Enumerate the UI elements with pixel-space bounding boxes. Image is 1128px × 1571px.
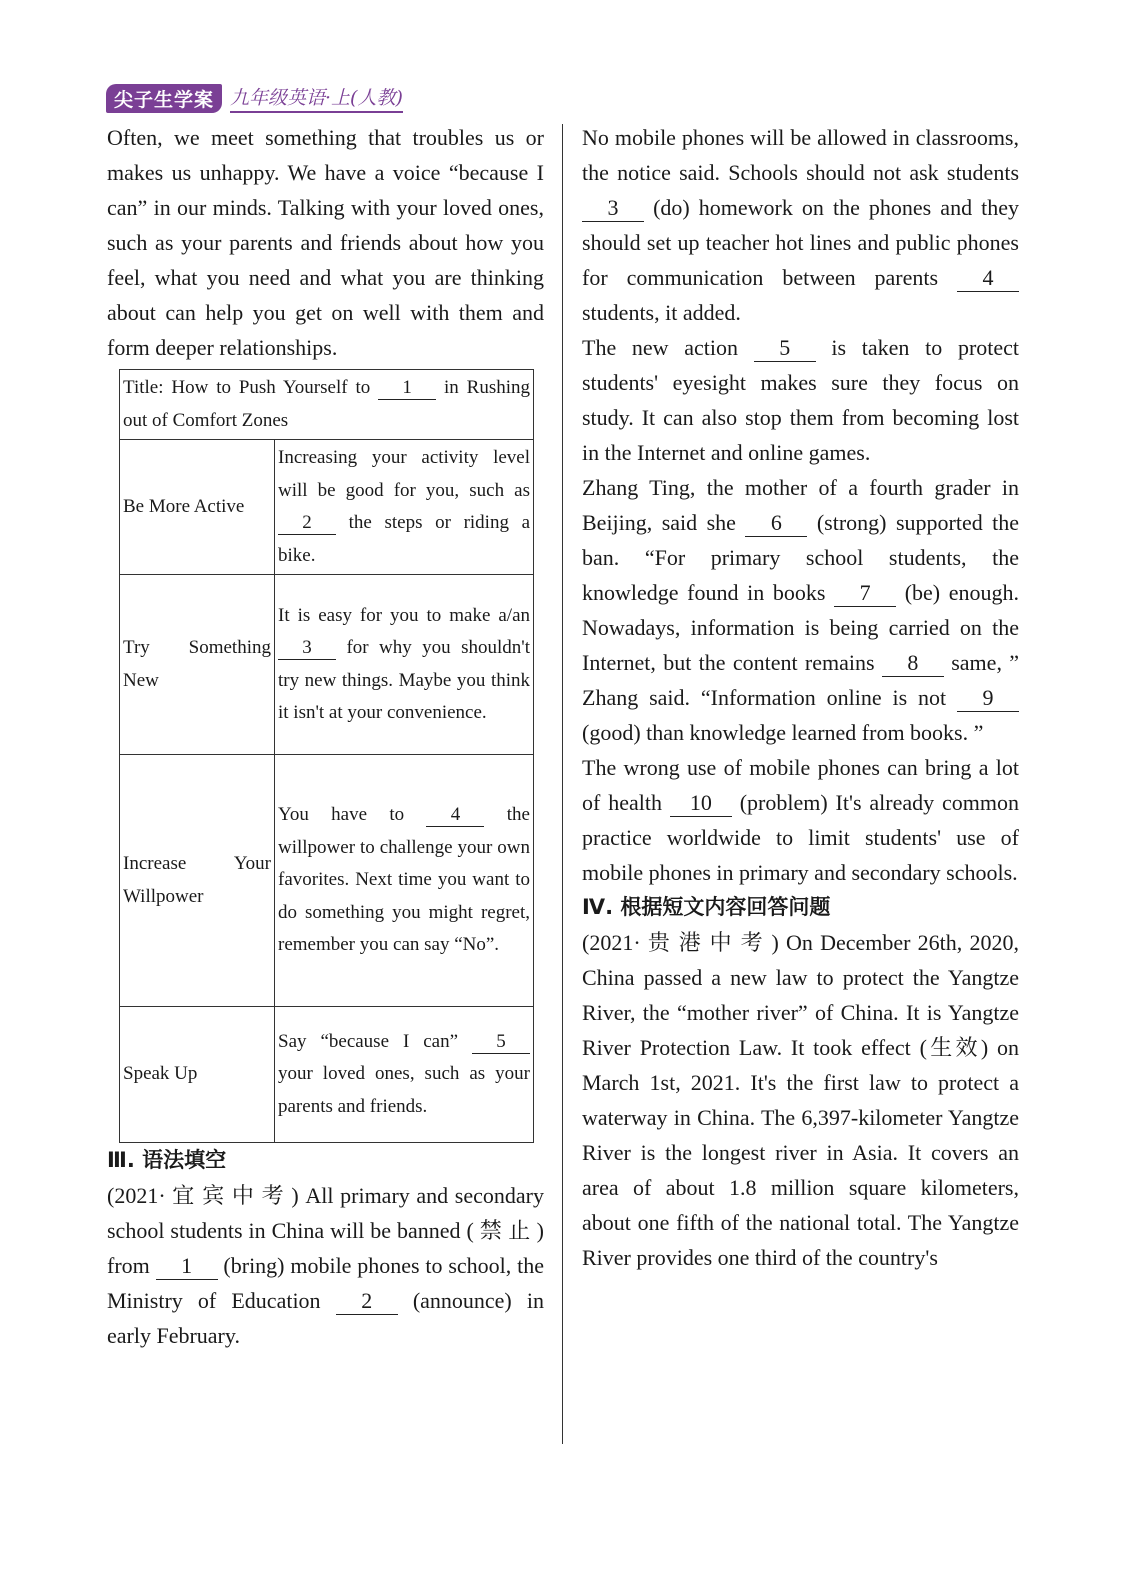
row-heading: Be More Active	[120, 440, 275, 575]
reading-paragraph: (2021· 贵 港 中 考 ) On December 26th, 2020, China passed a new law to protect the Yangtze River, the “mother river” of China. It is Yangtze River Protection Law. It took effect (生效) on March 1st, 2021. It's the first law to protect a waterway in China. The 6,397-kilometer Yangtze River is the longest river in Asia. It covers an area of about 1.8 million square kilometers, about one fifth of the national total. The Yangtze River provides one third of the country's	[582, 930, 1019, 1270]
grammar-blank-1[interactable]: 1	[156, 1253, 218, 1280]
grammar-blank-9[interactable]: 9	[957, 685, 1019, 712]
grammar-blank-10[interactable]: 10	[670, 790, 732, 817]
grammar-blank-6[interactable]: 6	[745, 510, 807, 537]
row-heading: Try Something New	[120, 575, 275, 755]
right-column	[582, 120, 1019, 1275]
row-content: It is easy for you to make a/an 3 for why you shouldn't try new things. Maybe you think it isn't at your convenience.	[275, 575, 534, 755]
row-content: You have to 4 the willpower to challenge your own favorites. Next time you want to do something you might regret, remember you can say “No”.	[275, 755, 534, 1007]
section-3-heading: Ⅲ. 语法填空	[107, 1148, 227, 1172]
table-title-row	[120, 370, 534, 440]
table-row	[120, 575, 534, 755]
outline-table	[119, 369, 534, 1143]
grammar-blank-3[interactable]: 3	[582, 195, 644, 222]
grammar-paragraph-1: (2021· 宜 宾 中 考 ) All primary and secondary school students in China will be banned ( 禁 止 ) from 1 (bring) mobile phones to school, the Ministry of Education 2 (announce) in early February.	[107, 1183, 544, 1348]
table-title-cell: Title: How to Push Yourself to 1 in Rushing out of Comfort Zones	[120, 370, 534, 440]
grammar-blank-5[interactable]: 5	[754, 335, 816, 362]
column-divider	[562, 124, 563, 1444]
grammar-paragraph-5: The wrong use of mobile phones can bring a lot of health 10 (problem) It's already common practice worldwide to limit students' use of mobile phones in primary and secondary schools.	[582, 755, 1019, 885]
grammar-blank-7[interactable]: 7	[834, 580, 896, 607]
blank-4[interactable]: 4	[426, 804, 484, 827]
left-column	[107, 120, 544, 1353]
brand-logo: 尖子生学案	[106, 84, 222, 113]
intro-paragraph: Often, we meet something that troubles us or makes us unhappy. We have a voice “because I can” in our minds. Talking with your loved ones, such as your parents and friends about how you feel, what you need and what you are thinking about can help you get on well with them and form deeper relationships.	[107, 125, 544, 360]
page-header	[106, 84, 403, 112]
subject-title: 九年级英语·上(人教)	[230, 83, 403, 113]
blank-2[interactable]: 2	[278, 512, 336, 535]
row-heading: Speak Up	[120, 1007, 275, 1143]
blank-3[interactable]: 3	[278, 637, 336, 660]
grammar-blank-4[interactable]: 4	[957, 265, 1019, 292]
table-row	[120, 755, 534, 1007]
table-row	[120, 440, 534, 575]
grammar-blank-2[interactable]: 2	[336, 1288, 398, 1315]
blank-1[interactable]: 1	[378, 377, 436, 400]
grammar-paragraph-2: No mobile phones will be allowed in classrooms, the notice said. Schools should not ask students 3 (do) homework on the phones and they should set up teacher hot lines and public phones for communication between parents 4 students, it added.	[582, 125, 1019, 325]
blank-5[interactable]: 5	[472, 1031, 530, 1054]
table-row	[120, 1007, 534, 1143]
grammar-paragraph-4: Zhang Ting, the mother of a fourth grader in Beijing, said she 6 (strong) supported the ban. “For primary school students, the knowledge found in books 7 (be) enough. Nowadays, information is being carried on the Internet, but the content remains 8 same, ” Zhang said. “Information online is not 9 (good) than knowledge learned from books. ”	[582, 475, 1020, 745]
grammar-paragraph-3: The new action 5 is taken to protect students' eyesight makes sure they focus on study. It can also stop them from becoming lost in the Internet and online games.	[582, 335, 1020, 465]
row-content: Increasing your activity level will be good for you, such as 2 the steps or riding a bike.	[275, 440, 534, 575]
row-content: Say “because I can” 5 your loved ones, such as your parents and friends.	[275, 1007, 534, 1143]
section-4-heading: Ⅳ. 根据短文内容回答问题	[582, 895, 831, 919]
row-heading: Increase Your Willpower	[120, 755, 275, 1007]
grammar-blank-8[interactable]: 8	[882, 650, 944, 677]
